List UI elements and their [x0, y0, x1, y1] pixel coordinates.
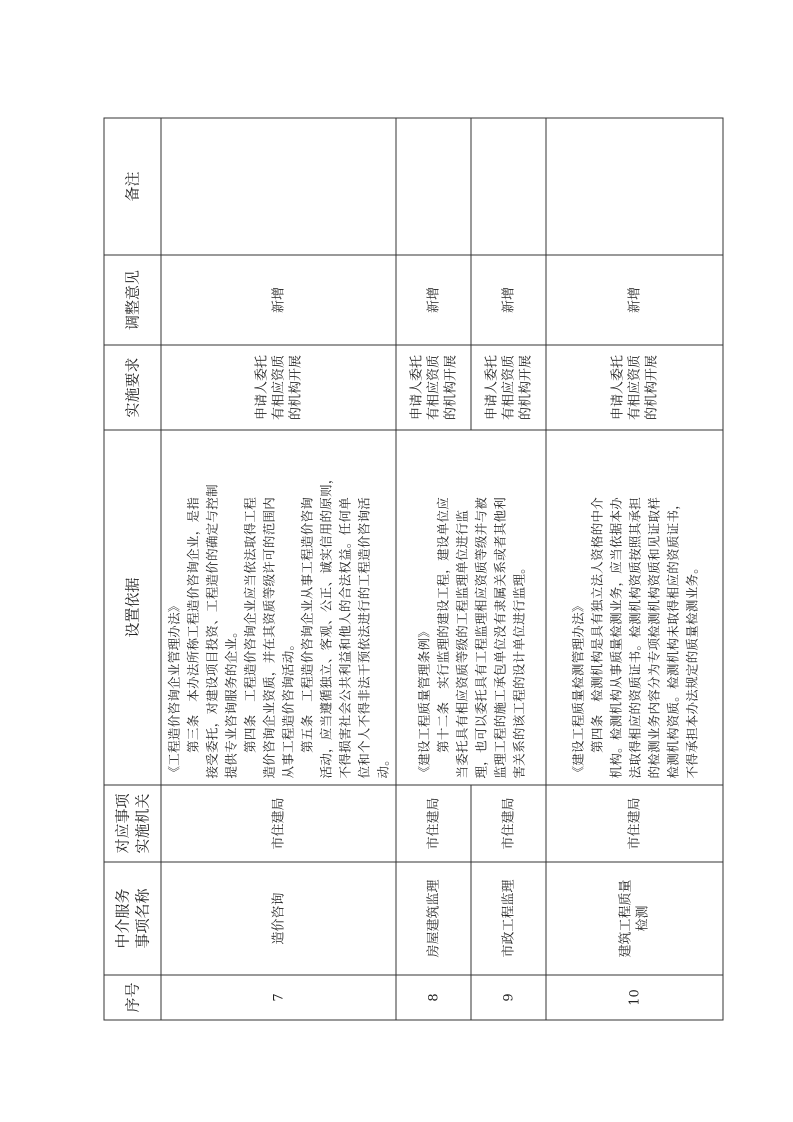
basis-line: 第三条 本办法所称工程造价咨询企业，是指 — [185, 496, 200, 778]
basis-line: 检测机构资质。检测机构未取得相应的资质证书， — [664, 496, 680, 778]
basis-line: 动。 — [375, 752, 390, 778]
rotated-table-page — [103, 118, 722, 1020]
header-row — [104, 118, 161, 1020]
basis-line: 害关系的该工程的设计单位进行监理。 — [510, 560, 526, 778]
basis-line: 造价咨询企业资质，并在其资质等级许可的范围内 — [261, 496, 276, 778]
row-requirement: 申请人委托 有相应资质 的机构开展 — [161, 345, 396, 430]
row-remark — [546, 118, 723, 255]
row-requirement: 申请人委托 有相应资质 的机构开展 — [396, 345, 471, 430]
basis-line: 的检测业务内容分为专项检测机构资质和见证取样 — [645, 496, 661, 778]
row-remark — [161, 118, 396, 255]
row-no: 9 — [471, 975, 546, 1020]
row-name: 市政工程监理 — [471, 862, 546, 975]
basis-line: 活动，应当遵循独立、客观、公正、诚实信用的原则， — [318, 470, 333, 778]
table-row — [396, 118, 471, 1020]
basis-line: 第十二条 实行监理的建设工程，建设单位应 — [434, 496, 450, 778]
header-agency: 对应事项 实施机关 — [104, 785, 161, 862]
basis-line: 法取得相应的资质证书。检测机构资质按照其承担 — [626, 496, 642, 778]
basis-line: 《工程造价咨询企业管理办法》 — [166, 598, 181, 778]
basis-line: 不得承担本办法规定的质量检测业务。 — [683, 560, 699, 778]
row-no: 7 — [161, 975, 396, 1020]
table-row — [546, 118, 723, 1020]
basis-line: 接受委托，对建设项目投资、工程造价的确定与控制 — [204, 483, 219, 778]
row-no: 8 — [396, 975, 471, 1020]
header-name: 中介服务 事项名称 — [104, 862, 161, 975]
row-agency: 市住建局 — [471, 785, 546, 862]
row-adjustment: 新增 — [161, 255, 396, 345]
row-basis — [546, 430, 723, 785]
row-basis — [396, 430, 546, 785]
row-no: 10 — [546, 975, 723, 1020]
row-name: 造价咨询 — [161, 862, 396, 975]
basis-line: 机构。检测机构从事质量检测业务，应当依据本办 — [607, 496, 623, 778]
intermediary-services-table — [103, 117, 723, 1020]
header-remark: 备注 — [104, 118, 161, 255]
row-requirement: 申请人委托 有相应资质 的机构开展 — [471, 345, 546, 430]
row-requirement: 申请人委托 有相应资质 的机构开展 — [546, 345, 723, 430]
row-adjustment: 新增 — [396, 255, 471, 345]
header-requirement: 实施要求 — [104, 345, 161, 430]
row-remark — [396, 118, 471, 255]
basis-line: 提供专业咨询服务的企业。 — [223, 624, 238, 778]
row-adjustment: 新增 — [471, 255, 546, 345]
header-adjustment: 调整意见 — [104, 255, 161, 345]
basis-line: 当委托具有相应资质等级的工程监理单位进行监 — [453, 509, 469, 778]
basis-line: 《建设工程质量管理条例》 — [415, 624, 431, 778]
basis-line: 理，也可以委托具有工程监理相应资质等级并与被 — [472, 496, 488, 778]
table-row — [161, 118, 396, 1020]
basis-line: 第五条 工程造价咨询企业从事工程造价咨询 — [299, 496, 314, 778]
basis-line: 第四条 检测机构是具有独立法人资格的中介 — [588, 496, 604, 778]
row-name: 房屋建筑监理 — [396, 862, 471, 975]
row-name: 建筑工程质量 检测 — [546, 862, 723, 975]
row-remark — [471, 118, 546, 255]
basis-line: 第四条 工程造价咨询企业应当依法取得工程 — [242, 496, 257, 778]
header-no: 序号 — [104, 975, 161, 1020]
basis-line: 位和个人不得非法干预依法进行的工程造价咨询活 — [356, 496, 371, 778]
row-basis — [161, 430, 396, 785]
basis-line: 不得损害社会公共利益和他人的合法权益。任何单 — [337, 496, 352, 778]
row-agency: 市住建局 — [396, 785, 471, 862]
basis-line: 《建设工程质量检测管理办法》 — [569, 598, 585, 778]
basis-line: 从事工程造价咨询活动。 — [280, 637, 295, 778]
row-adjustment: 新增 — [546, 255, 723, 345]
header-basis: 设置依据 — [104, 430, 161, 785]
basis-line: 监理工程的施工承包单位没有隶属关系或者其他利 — [491, 496, 507, 778]
row-agency: 市住建局 — [546, 785, 723, 862]
row-agency: 市住建局 — [161, 785, 396, 862]
